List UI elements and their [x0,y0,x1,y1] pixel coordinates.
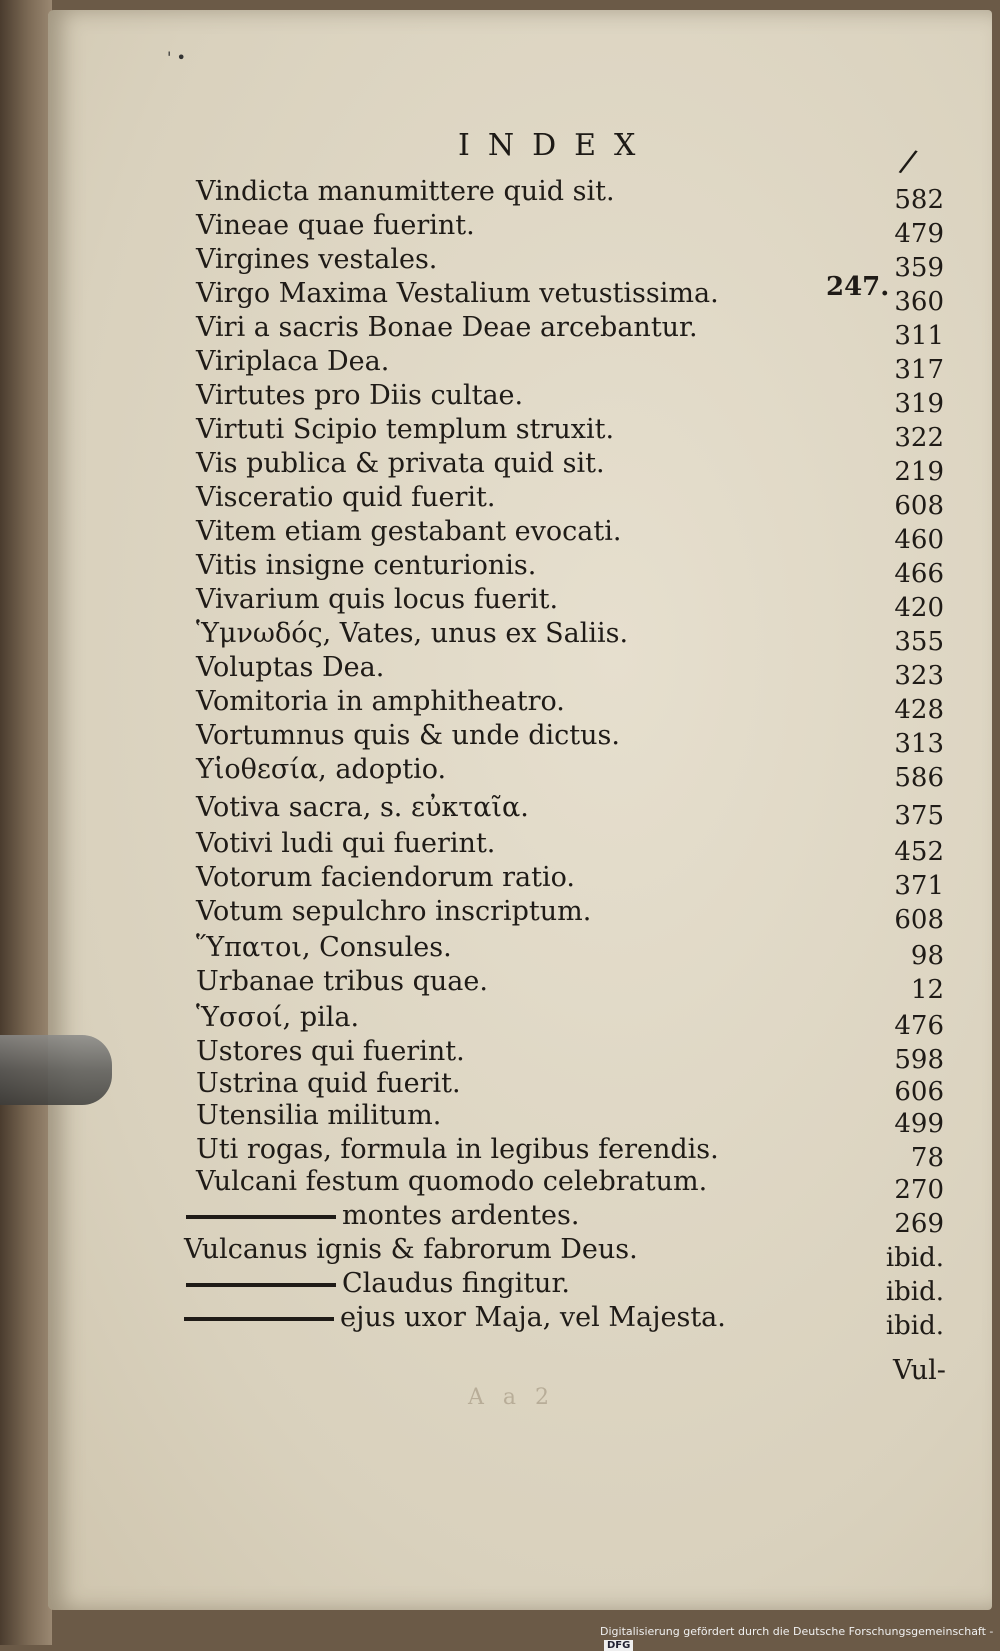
index-entry [196,413,996,453]
entry-page: 317 [894,355,944,385]
entry-page: 582 [894,185,944,215]
index-entry [196,345,996,385]
entry-page: 499 [894,1109,944,1139]
signature-mark: A a 2 [468,1385,555,1410]
index-entry [196,1133,996,1173]
index-entry [196,827,996,867]
entry-text: Vindicta manumittere quid sit. [196,176,615,207]
entry-text: Vulcani festum quomodo celebratum. [196,1166,708,1197]
entry-text: Urbanae tribus quae. [196,966,488,997]
index-entry [196,1165,996,1205]
entry-text: Votiva sacra, s. εὐκταῖα. [196,792,529,823]
header-mark: / [896,141,920,181]
entry-page: 219 [894,457,944,487]
dfg-logo: DFG [604,1640,633,1651]
index-entry [196,447,996,487]
index-entry [196,651,996,691]
index-entry [196,549,996,589]
index-entry [196,583,996,623]
index-entry [196,617,996,657]
entry-text: Virtuti Scipio templum struxit. [196,414,615,445]
entry-page: ibid. [885,1311,944,1341]
entry-text: Utensilia militum. [196,1100,442,1131]
footer-text: Digitalisierung gefördert durch die Deutsche Forschungsgemeinschaft - [600,1625,994,1638]
entry-page: 586 [894,763,944,793]
index-entry [196,965,996,1005]
index-entry [196,685,996,725]
ditto-dash [184,1317,334,1321]
entry-page: 476 [894,1011,944,1041]
index-entry [196,1301,996,1341]
page-title: INDEX [458,128,654,163]
book-edge [0,0,52,1645]
index-entry [196,1099,996,1139]
index-entry [196,175,996,215]
index-entry [196,243,996,283]
entry-text: Vitem etiam gestabant evocati. [196,516,622,547]
entry-text: Virgines vestales. [196,244,438,275]
entry-page: 323 [894,661,944,691]
index-entry [196,861,996,901]
entry-page: 313 [894,729,944,759]
index-entry [196,931,996,971]
digitization-footer [600,1625,1000,1651]
index-entry [196,895,996,935]
ditto-dash [186,1215,336,1219]
entry-page: 428 [894,695,944,725]
entry-page: 269 [894,1209,944,1239]
entry-text: Ὑσσοί, pila. [196,1002,360,1033]
entry-page: 371 [894,871,944,901]
index-entry [196,379,996,419]
index-entry [196,209,996,249]
entry-page: ibid. [885,1277,944,1307]
ditto-dash [186,1283,336,1287]
entry-text: Υἱοθεσία, adoptio. [196,754,447,785]
index-entry [196,1001,996,1041]
entry-text: Votum sepulchro inscriptum. [196,896,592,927]
entry-page: 606 [894,1077,944,1107]
entry-text: Viri a sacris Bonae Deae arcebantur. [196,312,698,343]
entry-text: Virtutes pro Diis cultae. [196,380,524,411]
entry-text: Vivarium quis locus fuerit. [196,584,559,615]
entry-text: Vortumnus quis & unde dictus. [196,720,620,751]
entry-text: Ustores qui fuerint. [196,1036,465,1067]
entry-page: 608 [894,491,944,521]
index-entries [48,10,992,1610]
entry-page: 608 [894,905,944,935]
index-entry [196,1035,996,1075]
entry-page: 466 [894,559,944,589]
entry-page: 375 [894,801,944,831]
entry-text: Ὑμνωδός, Vates, unus ex Saliis. [196,618,629,649]
index-entry [196,277,996,317]
catchword: Vul- [893,1355,946,1386]
entry-page: 98 [910,941,944,971]
entry-text: Votorum faciendorum ratio. [196,862,575,893]
entry-page: 359 [894,253,944,283]
entry-text: Ὕπατοι, Consules. [196,932,452,963]
entry-text: montes ardentes. [342,1200,580,1231]
entry-page: 355 [894,627,944,657]
index-entry [196,719,996,759]
book-page [48,10,992,1610]
entry-page: 460 [894,525,944,555]
entry-page: 452 [894,837,944,867]
index-entry [196,1267,996,1307]
extra-page-ref: 247. [826,272,890,302]
entry-text: Viriplaca Dea. [196,346,390,377]
index-entry [196,311,996,351]
entry-text: ejus uxor Maja, vel Majesta. [340,1302,726,1333]
entry-text: Vineae quae fuerint. [196,210,475,241]
index-entry [196,481,996,521]
entry-text: Uti rogas, formula in legibus ferendis. [196,1134,719,1165]
entry-text: Voluptas Dea. [196,652,385,683]
bookmark-clip [0,1035,112,1105]
entry-page: 420 [894,593,944,623]
entry-text: Claudus fingitur. [342,1268,570,1299]
index-entry [196,1199,996,1239]
index-entry [184,1233,996,1273]
entry-text: Ustrina quid fuerit. [196,1068,461,1099]
entry-page: 319 [894,389,944,419]
entry-text: Virgo Maxima Vestalium vetustissima. [196,278,719,309]
entry-page: 311 [894,321,944,351]
index-entry [196,515,996,555]
entry-page: 78 [910,1143,944,1173]
entry-text: Vis publica & privata quid sit. [196,448,605,479]
margin-mark: ' • [167,48,186,67]
entry-page: ibid. [885,1243,944,1273]
entry-page: 270 [894,1175,944,1205]
entry-page: 360 [894,287,944,317]
entry-page: 598 [894,1045,944,1075]
entry-text: Visceratio quid fuerit. [196,482,496,513]
entry-text: Votivi ludi qui fuerint. [196,828,496,859]
entry-text: Vomitoria in amphitheatro. [196,686,565,717]
index-entry [196,1067,996,1107]
entry-text: Vulcanus ignis & fabrorum Deus. [184,1234,638,1265]
entry-page: 322 [894,423,944,453]
entry-page: 12 [910,975,944,1005]
index-entry [196,753,996,793]
entry-page: 479 [894,219,944,249]
entry-text: Vitis insigne centurionis. [196,550,537,581]
index-entry [196,791,996,831]
